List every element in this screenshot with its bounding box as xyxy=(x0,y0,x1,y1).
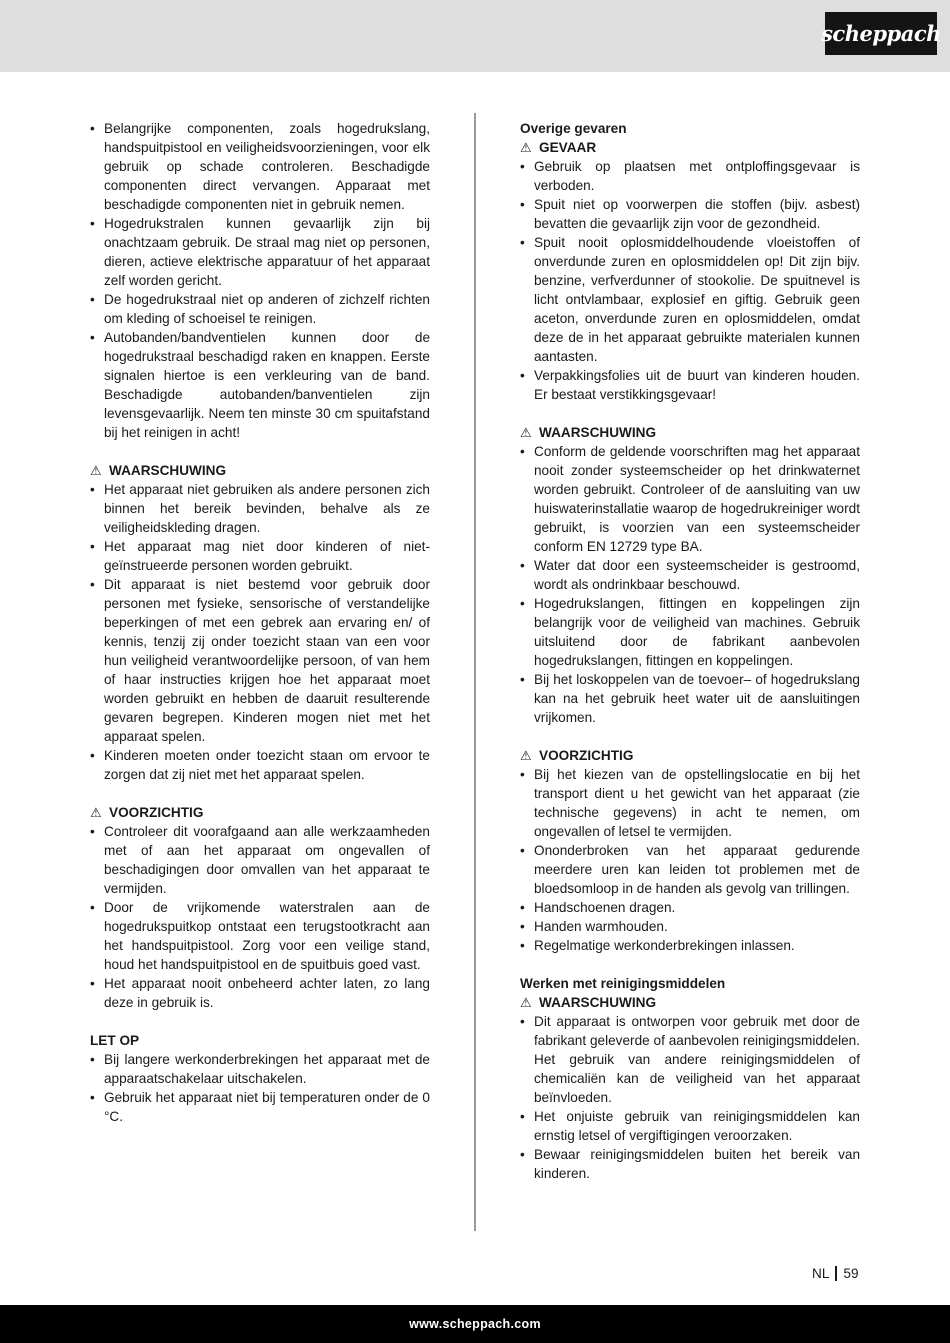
list-item: • Bij langere werkonderbrekingen het apparaat met de apparaatschakelaar uitschakelen. xyxy=(90,1050,430,1088)
bullet-list xyxy=(520,1012,860,1183)
header-bar xyxy=(0,0,950,72)
list-item: • Ononderbroken van het apparaat gedurende meerdere uren kan leiden tot problemen met de bloedsomloop in de handen als gevolg van trillingen. xyxy=(520,841,860,898)
list-item: • De hogedrukstraal niet op anderen of zichzelf richten om kleding of schoeisel te reinigen. xyxy=(90,290,430,328)
list-item: • Autobanden/bandventielen kunnen door de hogedrukstraal beschadigd raken en knappen. Eerste signalen hiertoe is een verkleuring van de band. Beschadigde autobanden/banventielen zijn levensgevaarlijk. Neem ten minste 30 cm spuitafstand bij het reinigen in acht! xyxy=(90,328,430,442)
section-heading xyxy=(90,1031,430,1050)
section-heading xyxy=(520,746,860,765)
list-item: • Controleer dit voorafgaand aan alle werkzaamheden met of aan het apparaat om ongevallen of beschadigingen door omvallen van het apparaat te vermijden. xyxy=(90,822,430,898)
left-column xyxy=(90,119,430,1145)
section-heading xyxy=(520,993,860,1012)
list-item: • Dit apparaat is ontworpen voor gebruik met door de fabrikant geleverde of aanbevolen reinigingsmiddelen. Het gebruik van andere reinigingsmiddelen of chemicaliën kan de veiligheid van het apparaat beïnvloeden. xyxy=(520,1012,860,1107)
section-heading-text: WAARSCHUWING xyxy=(109,463,227,478)
bullet-list xyxy=(90,822,430,1012)
section xyxy=(520,423,860,727)
list-item: • Door de vrijkomende waterstralen aan de hogedrukspuitkop ontstaat een terugstootkracht aan het handspuitpistool. Zorg voor een veilige stand, houd het handspuitpistool en de spuitbuis goed vast. xyxy=(90,898,430,974)
section-heading-text: VOORZICHTIG xyxy=(109,805,204,820)
page-number xyxy=(812,1264,859,1283)
brand-logo: scheppach xyxy=(825,12,937,55)
list-item: • Het apparaat nooit onbeheerd achter laten, zo lang deze in gebruik is. xyxy=(90,974,430,1012)
section-title: Overige gevaren xyxy=(520,121,627,136)
list-item: • Kinderen moeten onder toezicht staan om ervoor te zorgen dat zij niet met het apparaat spelen. xyxy=(90,746,430,784)
list-item: • Handschoenen dragen. xyxy=(520,898,860,917)
section xyxy=(90,803,430,1012)
bullet-list xyxy=(520,765,860,955)
section-title: Werken met reinigingsmiddelen xyxy=(520,976,726,991)
section-heading-text: LET OP xyxy=(90,1033,140,1048)
section-heading xyxy=(90,803,430,822)
list-item: • Belangrijke componenten, zoals hogedrukslang, handspuitpistool en veiligheidsvoorzieningen, voor elk gebruik op schade controleren. Beschadigde componenten direct vervangen. Apparaat met beschadigde componenten niet in gebruik nemen. xyxy=(90,119,430,214)
list-item: • Bewaar reinigingsmiddelen buiten het bereik van kinderen. xyxy=(520,1145,860,1183)
warning-triangle-icon: ⚠ xyxy=(520,425,532,440)
bullet-list xyxy=(90,1050,430,1126)
list-item: • Dit apparaat is niet bestemd voor gebruik door personen met fysieke, sensorische of verstandelijke beperkingen of met een gebrek aan ervaring en/ of kennis, tenzij zij onder toezicht staan van een voor hun veiligheid verantwoordelijke persoon, of van hem of haar instructies krijgen hoe het apparaat moet worden gebruikt en hebben de daaruit resulterende gevaren begrepen. Kinderen mogen niet met het apparaat spelen. xyxy=(90,575,430,746)
list-item: • Spuit niet op voorwerpen die stoffen (bijv. asbest) bevatten die gevaarlijk zijn voor de gezondheid. xyxy=(520,195,860,233)
page-number-value: 59 xyxy=(843,1266,859,1281)
right-column xyxy=(520,119,860,1202)
section-heading-text: GEVAAR xyxy=(539,140,597,155)
section-heading xyxy=(520,138,860,157)
footer-url[interactable]: www.scheppach.com xyxy=(409,1317,541,1331)
list-item: • Bij het loskoppelen van de toevoer– of hogedrukslang kan na het gebruik heet water uit de aansluitingen vrijkomen. xyxy=(520,670,860,727)
list-item: • Gebruik het apparaat niet bij temperaturen onder de 0 °C. xyxy=(90,1088,430,1126)
section xyxy=(90,461,430,784)
section-heading-text: WAARSCHUWING xyxy=(539,425,657,440)
warning-triangle-icon: ⚠ xyxy=(90,805,102,820)
warning-triangle-icon: ⚠ xyxy=(90,463,102,478)
list-item: • Het apparaat niet gebruiken als andere personen zich binnen het bereik bevinden, behalve als ze veiligheidskleding dragen. xyxy=(90,480,430,537)
section xyxy=(90,1031,430,1126)
warning-triangle-icon: ⚠ xyxy=(520,140,532,155)
section-heading-text: WAARSCHUWING xyxy=(539,995,657,1010)
section xyxy=(520,974,860,1183)
warning-triangle-icon: ⚠ xyxy=(520,995,532,1010)
list-item: • Hogedrukstralen kunnen gevaarlijk zijn bij onachtzaam gebruik. De straal mag niet op personen, dieren, actieve elektrische apparatuur of het apparaat zelf worden gericht. xyxy=(90,214,430,290)
section-heading-text: VOORZICHTIG xyxy=(539,748,634,763)
list-item: • Gebruik op plaatsen met ontploffingsgevaar is verboden. xyxy=(520,157,860,195)
bullet-list xyxy=(520,442,860,727)
list-item: • Het apparaat mag niet door kinderen of niet-geïnstrueerde personen worden gebruikt. xyxy=(90,537,430,575)
section-heading xyxy=(520,423,860,442)
bullet-list xyxy=(520,157,860,404)
section xyxy=(90,119,430,442)
section xyxy=(520,119,860,404)
list-item: • Water dat door een systeemscheider is gestroomd, wordt als ondrinkbaar beschouwd. xyxy=(520,556,860,594)
list-item: • Verpakkingsfolies uit de buurt van kinderen houden. Er bestaat verstikkingsgevaar! xyxy=(520,366,860,404)
page-number-separator xyxy=(835,1266,837,1281)
bullet-list xyxy=(90,119,430,442)
list-item: • Handen warmhouden. xyxy=(520,917,860,936)
list-item: • Het onjuiste gebruik van reinigingsmiddelen kan ernstig letsel of vergiftigingen veroorzaken. xyxy=(520,1107,860,1145)
list-item: • Hogedrukslangen, fittingen en koppelingen zijn belangrijk voor de veiligheid van machines. Gebruik uitsluitend door de fabrikant aanbevolen hogedrukslangen, fittingen en koppelingen. xyxy=(520,594,860,670)
list-item: • Bij het kiezen van de opstellingslocatie en bij het transport dient u het gewicht van het apparaat (zie technische gegevens) in acht te nemen, om ongevallen of letsel te vermijden. xyxy=(520,765,860,841)
section-heading xyxy=(90,461,430,480)
list-item: • Regelmatige werkonderbrekingen inlassen. xyxy=(520,936,860,955)
column-divider xyxy=(474,113,476,1231)
footer-bar xyxy=(0,1305,950,1343)
list-item: • Conform de geldende voorschriften mag het apparaat nooit zonder systeemscheider op het drinkwaternet worden gebruikt. Controleer of de aansluiting van uw huiswaterinstallatie waarop de hogedrukreiniger wordt gebruikt, is voorzien van een systeemscheider conform EN 12729 type BA. xyxy=(520,442,860,556)
bullet-list xyxy=(90,480,430,784)
warning-triangle-icon: ⚠ xyxy=(520,748,532,763)
page-language: NL xyxy=(812,1266,830,1281)
list-item: • Spuit nooit oplosmiddelhoudende vloeistoffen of onverdunde zuren en oplosmiddelen op! Dit zijn bijv. benzine, verfverdunner of stookolie. De spuitnevel is licht ontvlambaar, explosief en giftig. Gebruik geen aceton, onverdunde zuren en oplosmiddelen, omdat deze de in het apparaat gebruikte materialen kunnen aantasten. xyxy=(520,233,860,366)
section xyxy=(520,746,860,955)
